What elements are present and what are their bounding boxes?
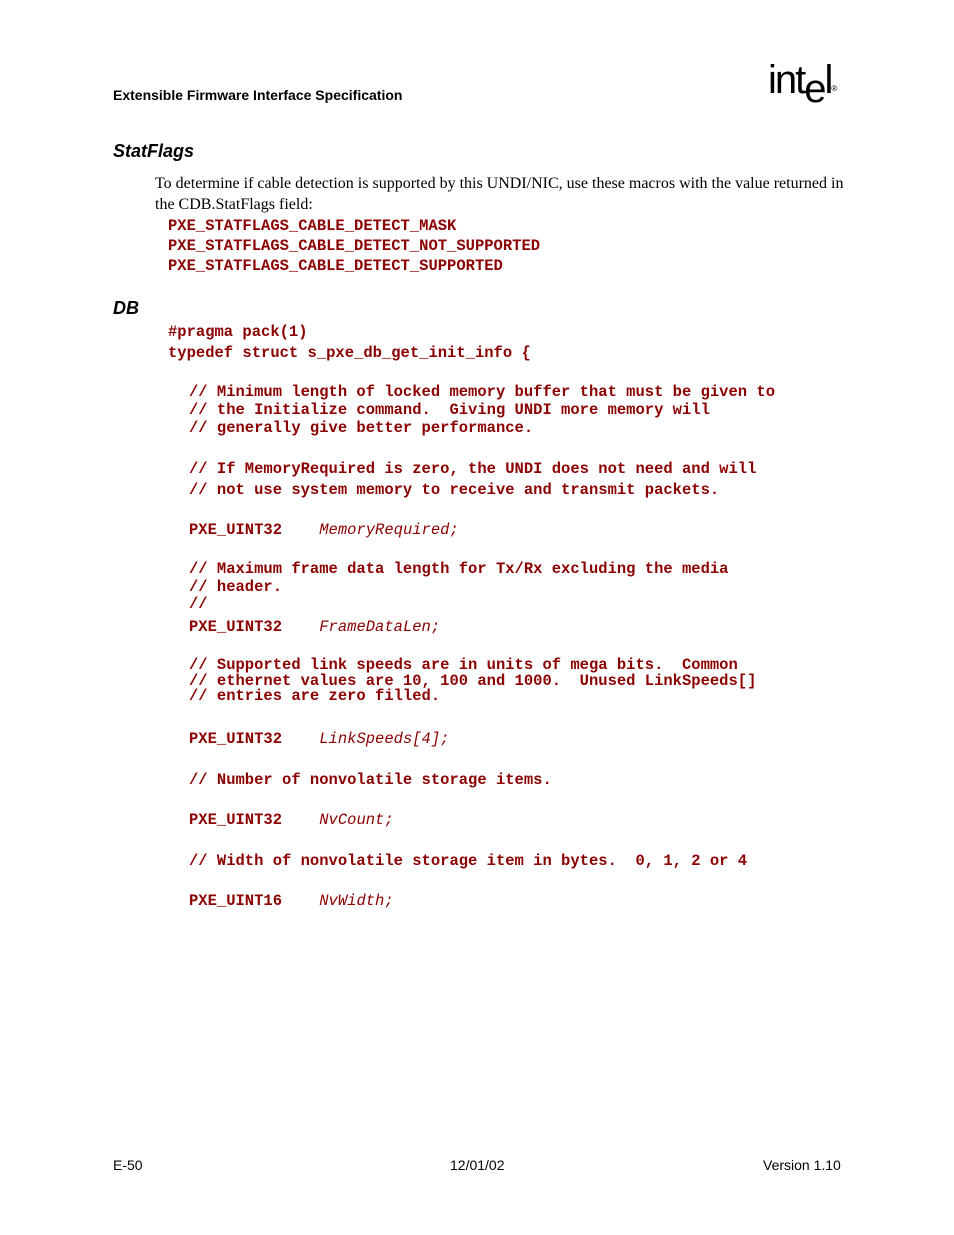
db-pragma: #pragma pack(1) (168, 323, 308, 341)
macro-line: PXE_STATFLAGS_CABLE_DETECT_NOT_SUPPORTED (168, 237, 541, 255)
field-frame-data-len (189, 617, 440, 637)
comment-line: // ethernet values are 10, 100 and 1000. Unused LinkSpeeds[] (189, 671, 757, 690)
field-name: FrameDataLen; (319, 618, 441, 636)
field-name: NvWidth; (319, 892, 394, 910)
comment-line: // not use system memory to receive and transmit packets. (189, 481, 720, 499)
comment-block-memory-zero (189, 459, 756, 501)
field-type: PXE_UINT32 (189, 811, 283, 829)
field-type: PXE_UINT32 (189, 730, 283, 748)
field-name: LinkSpeeds[4]; (319, 730, 450, 748)
section-heading-db: DB (113, 298, 139, 318)
statflags-paragraph: To determine if cable detection is supported by this UNDI/NIC, use these macros with the value returned in the CDB.StatFlags field: (155, 175, 844, 213)
field-link-speeds (189, 729, 449, 749)
comment-block-frame (189, 561, 729, 614)
logo-e: e (804, 67, 825, 111)
field-memory-required (189, 520, 459, 540)
logo-reg: ® (831, 84, 838, 93)
field-nv-count (189, 810, 394, 830)
comment-line: // Maximum frame data length for Tx/Rx excluding the media (189, 560, 729, 578)
comment-block-link-speeds (189, 658, 756, 705)
field-nv-width (189, 891, 394, 911)
field-type: PXE_UINT32 (189, 618, 283, 636)
comment-line: // the Initialize command. Giving UNDI more memory will (189, 401, 710, 419)
comment-line: // entries are zero filled. (189, 687, 441, 705)
field-name: NvCount; (319, 811, 394, 829)
comment-line: // If MemoryRequired is zero, the UNDI does not need and will (189, 460, 757, 478)
footer-date: 12/01/02 (450, 1157, 505, 1173)
comment-nv-count: // Number of nonvolatile storage items. (189, 771, 552, 789)
footer-version: Version 1.10 (763, 1157, 841, 1173)
comment-line: // Minimum length of locked memory buffer that must be given to (189, 383, 775, 401)
field-type: PXE_UINT32 (189, 521, 283, 539)
comment-block-memory (189, 383, 775, 437)
field-name: MemoryRequired; (319, 521, 459, 539)
db-typedef: typedef struct s_pxe_db_get_init_info { (168, 344, 531, 362)
comment-line: // generally give better performance. (189, 419, 534, 437)
comment-nv-width: // Width of nonvolatile storage item in bytes. 0, 1, 2 or 4 (189, 852, 748, 870)
logo-int: int (768, 58, 805, 102)
comment-line: // header. (189, 577, 283, 596)
macro-line: PXE_STATFLAGS_CABLE_DETECT_MASK (168, 217, 457, 235)
comment-line: // Supported link speeds are in units of mega bits. Common (189, 656, 738, 674)
section-heading-statflags: StatFlags (113, 141, 195, 161)
logo-l: l (824, 58, 832, 102)
comment-line: // (189, 595, 208, 613)
statflags-macros (168, 216, 540, 276)
intel-logo (768, 58, 838, 111)
field-type: PXE_UINT16 (189, 892, 283, 910)
header-title: Extensible Firmware Interface Specification (113, 87, 403, 103)
footer-page-number: E-50 (113, 1157, 143, 1173)
macro-line: PXE_STATFLAGS_CABLE_DETECT_SUPPORTED (168, 257, 503, 275)
